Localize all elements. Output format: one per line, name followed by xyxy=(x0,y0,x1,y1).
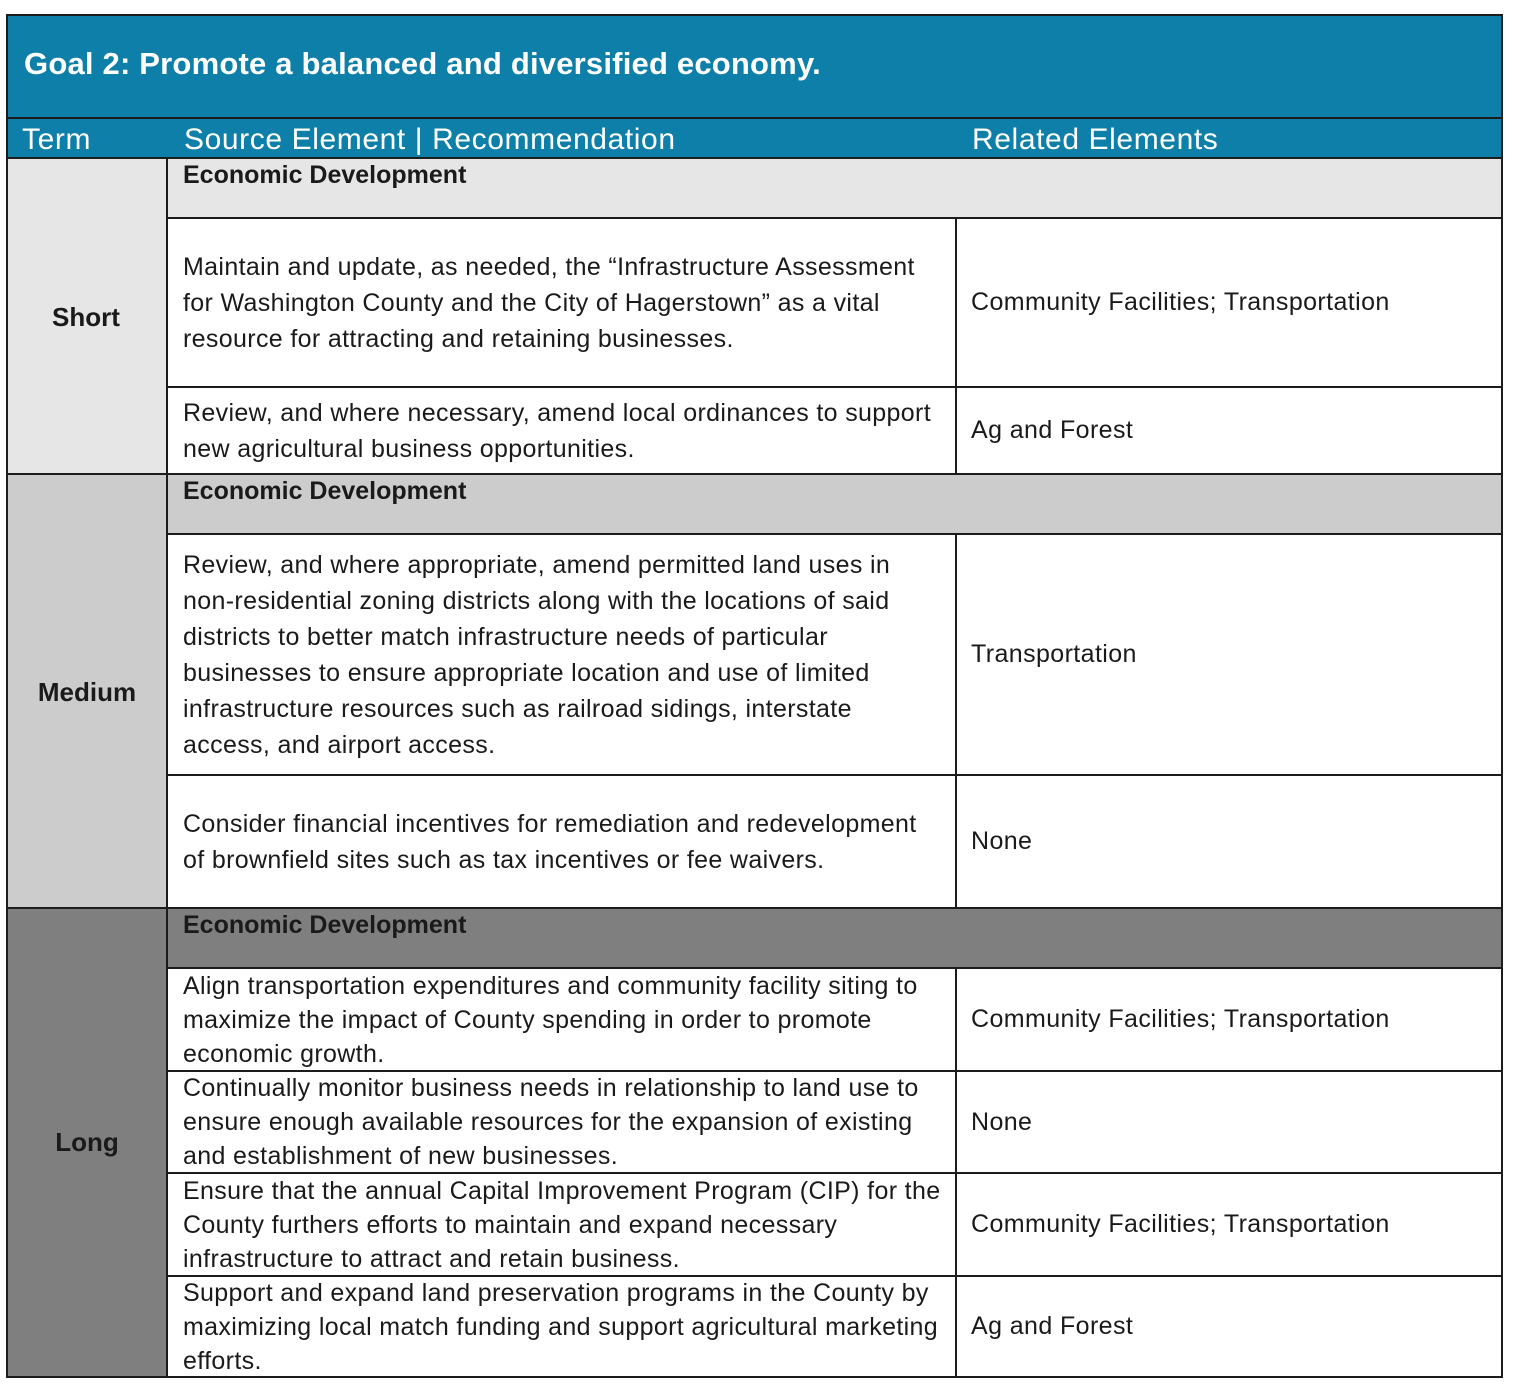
related-elements-cell: Transportation xyxy=(957,535,1503,776)
related-elements-cell: Community Facilities; Transportation xyxy=(957,219,1503,388)
goal-title-bar xyxy=(6,14,1503,117)
related-elements-cell: Community Facilities; Transportation xyxy=(957,1174,1503,1277)
related-elements-cell: None xyxy=(957,1072,1503,1174)
section-header-medium: Economic Development xyxy=(168,475,1503,535)
related-elements-cell: None xyxy=(957,776,1503,909)
header-term: Term xyxy=(22,123,92,156)
recommendation-cell: Consider financial incentives for remediation and redevelopment of brownfield sites such as tax incentives or fee waivers. xyxy=(168,776,957,909)
header-related-elements: Related Elements xyxy=(972,123,1219,156)
header-source-element: Source Element | Recommendation xyxy=(184,123,676,156)
term-medium-label: Medium xyxy=(37,676,137,707)
recommendation-cell: Continually monitor business needs in relationship to land use to ensure enough available resources for the expansion of existing and establishment of new businesses. xyxy=(168,1072,957,1174)
recommendation-cell: Align transportation expenditures and community facility siting to maximize the impact of County spending in order to promote economic growth. xyxy=(168,969,957,1072)
recommendation-cell: Support and expand land preservation programs in the County by maximizing local match funding and support agricultural marketing efforts. xyxy=(168,1277,957,1378)
section-header-short: Economic Development xyxy=(168,159,1503,219)
term-long-label: Long xyxy=(55,1127,119,1157)
related-elements-cell: Ag and Forest xyxy=(957,388,1503,475)
term-short-label: Short xyxy=(52,301,120,332)
related-elements-cell: Ag and Forest xyxy=(957,1277,1503,1378)
term-medium xyxy=(6,475,168,909)
recommendation-cell: Maintain and update, as needed, the “Infrastructure Assessment for Washington County and the City of Hagerstown” as a vital resource for attracting and retaining businesses. xyxy=(168,219,957,388)
goal-title: Goal 2: Promote a balanced and diversified economy. xyxy=(24,46,821,81)
table-header-row xyxy=(6,117,1503,159)
related-elements-cell: Community Facilities; Transportation xyxy=(957,969,1503,1072)
recommendation-cell: Review, and where necessary, amend local ordinances to support new agricultural business opportunities. xyxy=(168,388,957,475)
recommendation-cell: Ensure that the annual Capital Improvement Program (CIP) for the County furthers efforts to maintain and expand necessary infrastructure to attract and retain business. xyxy=(168,1174,957,1277)
section-header-long: Economic Development xyxy=(168,909,1503,969)
term-short xyxy=(6,159,168,475)
recommendation-cell: Review, and where appropriate, amend permitted land uses in non-residential zoning districts along with the locations of said districts to better match infrastructure needs of particular businesses to ensure appropriate location and use of limited infrastructure resources such as railroad sidings, interstate access, and airport access. xyxy=(168,535,957,776)
term-long xyxy=(6,909,168,1378)
